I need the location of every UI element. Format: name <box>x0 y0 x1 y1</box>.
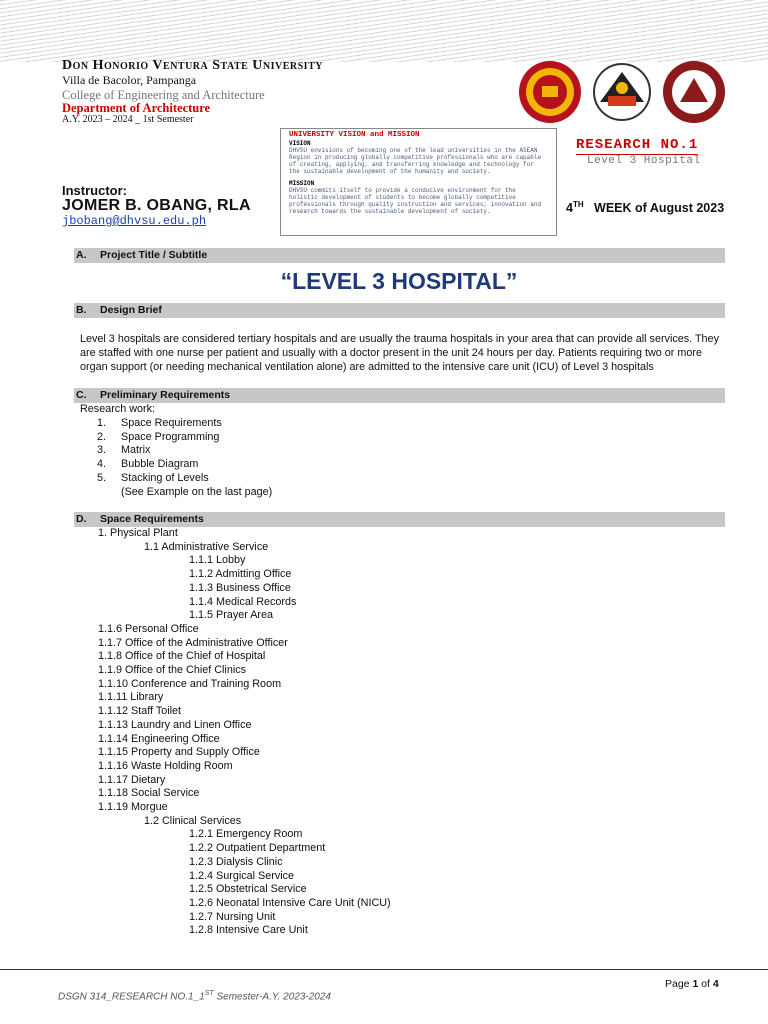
list-item: 1.1.12 Staff Toilet <box>98 705 182 718</box>
list-item: 1.2.4 Surgical Service <box>189 869 295 882</box>
list-item: 1.2.2 Outpatient Department <box>189 842 326 855</box>
mission-label: MISSION <box>289 180 315 187</box>
section-header-project-title: A. Project Title / Subtitle <box>74 248 725 263</box>
vision-mission-box <box>280 128 557 236</box>
list-item: 1.2.6 Neonatal Intensive Care Unit (NICU) <box>189 896 391 909</box>
list-item: 5. Stacking of Levels <box>97 471 209 484</box>
list-item: 1.1.4 Medical Records <box>189 595 297 608</box>
instructor-email-link[interactable]: jbobang@dhvsu.edu.ph <box>62 214 207 228</box>
list-item: 1.1.1 Lobby <box>189 554 246 567</box>
cea-logo <box>594 64 650 120</box>
list-item: 1.1.9 Office of the Chief Clinics <box>98 664 247 677</box>
list-item: 1.2.3 Dialysis Clinic <box>189 855 283 868</box>
header-stripes <box>0 0 768 62</box>
space-requirements-list <box>0 527 391 938</box>
instructor-label: Instructor: <box>62 183 127 198</box>
research-number: RESEARCH NO.1 <box>576 137 699 153</box>
research-subtitle: Level 3 Hospital <box>587 155 701 167</box>
page-number: Page 1 of 4 <box>665 978 719 990</box>
list-item: 1.1.3 Business Office <box>189 581 291 594</box>
list-item: 4. Bubble Diagram <box>97 458 199 471</box>
list-item: 1.1.7 Office of the Administrative Officer <box>98 636 288 649</box>
university-address: Villa de Bacolor, Pampanga <box>62 73 197 87</box>
university-name: Don Honorio Ventura State University <box>62 58 323 73</box>
list-item: 3. Matrix <box>97 444 151 457</box>
research-work-label: Research work: <box>80 403 156 415</box>
list-item: (See Example on the last page) <box>121 485 273 498</box>
instructor-name: JOMER B. OBANG, RLA <box>62 197 251 214</box>
list-item: 2. Space Programming <box>97 430 220 443</box>
section-header-preliminary-requirements: C. Preliminary Requirements <box>74 388 725 403</box>
list-item: 1. Physical Plant <box>98 527 178 539</box>
list-item: 1.1.13 Laundry and Linen Office <box>98 718 252 731</box>
college-name: College of Engineering and Architecture <box>62 88 265 102</box>
section-header-design-brief: B. Design Brief <box>74 303 725 318</box>
list-item: 1.2.8 Intensive Care Unit <box>189 924 308 937</box>
department-name: Department of Architecture <box>62 101 211 115</box>
list-item: 1.1.18 Social Service <box>98 787 200 800</box>
list-item: 1.1.19 Morgue <box>98 801 168 814</box>
list-item: 1.1.16 Waste Holding Room <box>98 759 233 772</box>
footer-divider <box>0 969 768 970</box>
design-brief-text: Level 3 hospitals are considered tertiary hospitals and are usually the trauma hospitals in your area that can provide all services. They are staffed with one nurse per patient and usually with a doctor present in the unit 24 hours per day. Patients requiring two or more organ support (or needing mechanical ventilation alone) are admitted to the intensive care unit (ICU) of Level 3 hospitals <box>80 333 719 373</box>
list-item: 1.1.14 Engineering Office <box>98 732 220 745</box>
list-item: 1.2.7 Nursing Unit <box>189 910 276 923</box>
section-header-space-requirements: D. Space Requirements <box>74 512 725 527</box>
dhvsu-seal-logo <box>519 61 581 123</box>
list-item: 1.1.10 Conference and Training Room <box>98 677 282 690</box>
document-name: DSGN 314_RESEARCH NO.1_1ST Semester-A.Y. 2023-2024 <box>58 990 331 1003</box>
institution-logos <box>518 58 730 126</box>
list-item: 1.2.5 Obstetrical Service <box>189 883 307 896</box>
list-item: 1. Space Requirements <box>97 417 222 429</box>
list-item: 1.1.2 Admitting Office <box>189 568 292 581</box>
list-item: 1.2.1 Emergency Room <box>189 828 303 841</box>
vision-label: VISION <box>289 140 311 147</box>
list-item: 1.1.17 Dietary <box>98 773 166 786</box>
list-item: 1.1 Administrative Service <box>144 540 269 553</box>
list-item: 1.1.8 Office of the Chief of Hospital <box>98 650 266 663</box>
project-title: “LEVEL 3 HOSPITAL” <box>280 268 518 294</box>
mission-text: DHVSU commits itself to provide a conducive environment for the holistic development of students to become globally competitive professionals through quality instruction and services; innovation and research towards the sustainable development of society. <box>289 187 542 215</box>
architecture-dept-logo <box>663 61 725 123</box>
list-item: 1.1.15 Property and Supply Office <box>98 746 260 759</box>
list-item: 1.2 Clinical Services <box>144 814 242 827</box>
list-item: 1.1.5 Prayer Area <box>189 609 274 622</box>
list-item: 1.1.6 Personal Office <box>98 622 199 635</box>
list-item: 1.1.11 Library <box>98 691 164 704</box>
preliminary-list <box>97 417 272 499</box>
vision-text: DHVSU envisions of becoming one of the lead universities in the ASEAN Region in producing globally competitive professionals who are capable of creating, applying, and transferring knowledge and technology for the sustainable development of the humanity and society. <box>289 147 542 175</box>
academic-year: A.Y. 2023 – 2024 _ 1st Semester <box>62 114 194 125</box>
vision-mission-title: UNIVERSITY VISION and MISSION <box>289 131 420 139</box>
week-label: 4TH WEEK of August 2023 <box>566 200 725 216</box>
